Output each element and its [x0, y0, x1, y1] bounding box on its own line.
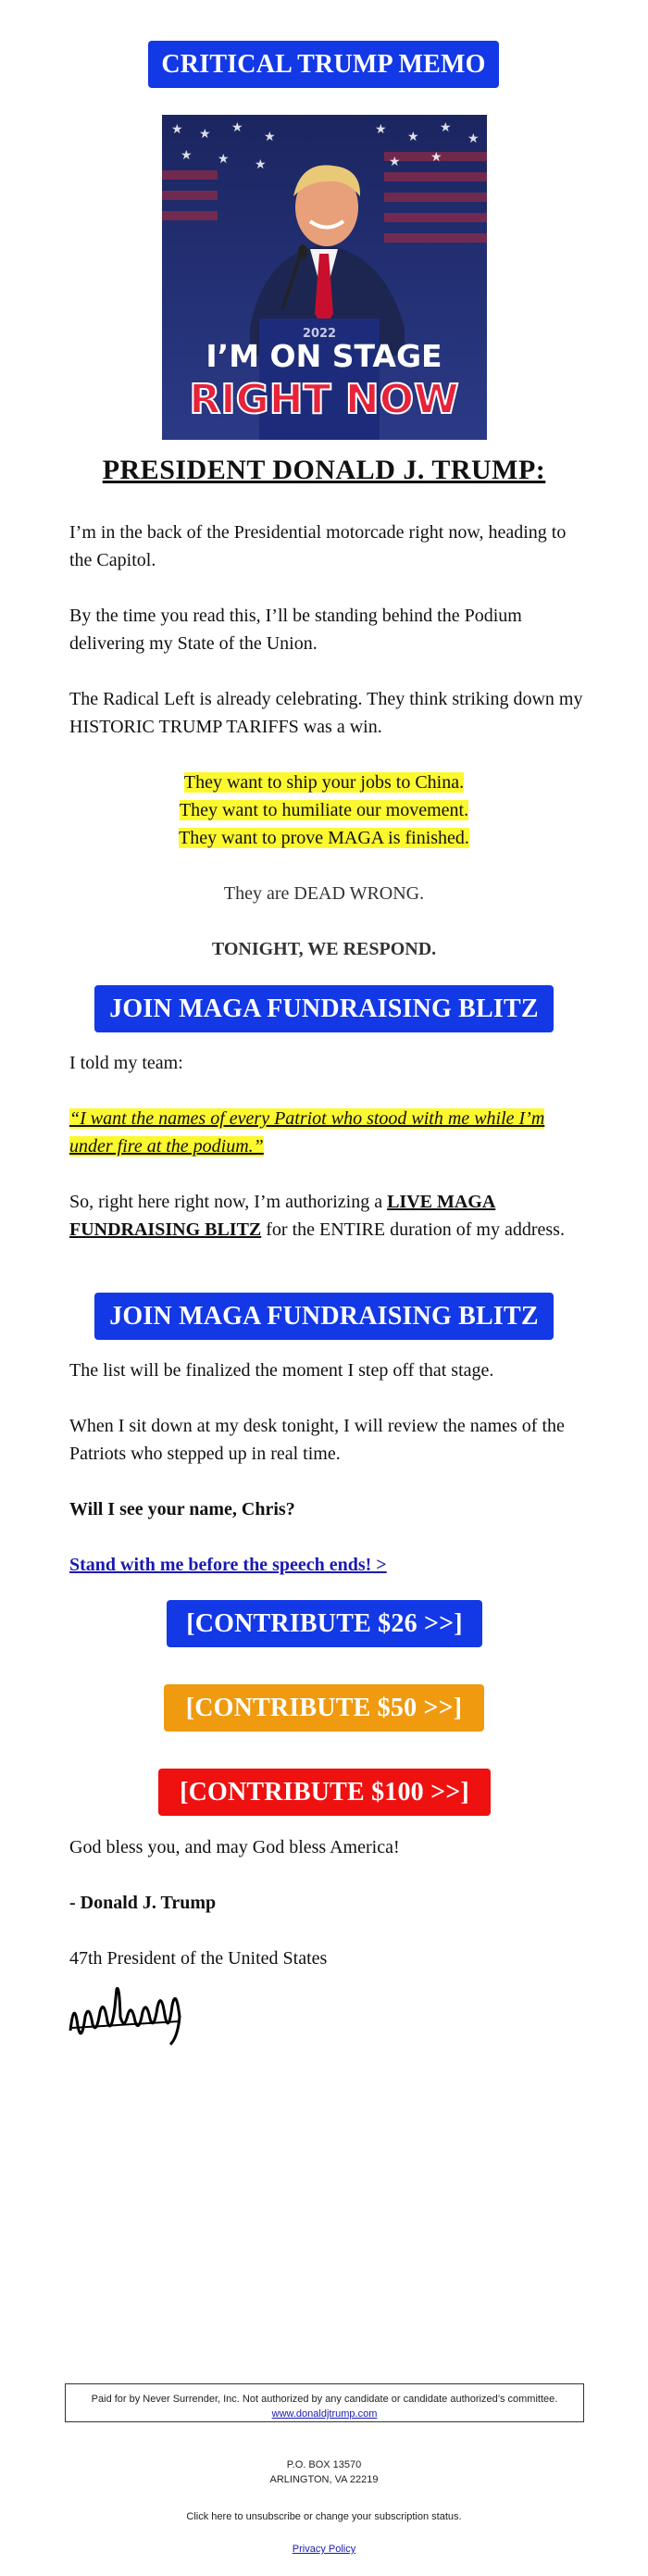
join-blitz-button-2[interactable]: JOIN MAGA FUNDRAISING BLITZ	[94, 1293, 554, 1340]
stand-with-me-line[interactable]	[69, 1551, 588, 1579]
website-link[interactable]: www.donaldjtrump.com	[271, 2408, 378, 2420]
contribute-50-button[interactable]: [CONTRIBUTE $50 >>]	[164, 1684, 484, 1732]
review-names-text: When I sit down at my desk tonight, I will review the names of the Patriots who stepped up in real time.	[69, 1416, 565, 1464]
told-team-text: I told my team:	[69, 1053, 183, 1073]
page-title: PRESIDENT DONALD J. TRUMP:	[102, 455, 546, 485]
svg-text:★: ★	[255, 157, 267, 172]
svg-text:★: ★	[375, 122, 387, 137]
signature-title: 47th President of the United States	[69, 1948, 328, 1969]
authorize-post: for the ENTIRE duration of my address.	[261, 1219, 565, 1240]
critical-memo-button[interactable]: CRITICAL TRUMP MEMO	[148, 41, 499, 88]
authorize-paragraph	[69, 1188, 588, 1244]
list-finalized-text: The list will be finalized the moment I step off that stage.	[69, 1360, 494, 1381]
respond-line: TONIGHT, WE RESPOND.	[211, 939, 437, 959]
signature-name: - Donald J. Trump	[69, 1893, 217, 1913]
highlight-line-1	[0, 769, 648, 796]
svg-text:★: ★	[171, 122, 183, 137]
privacy-policy-line[interactable]	[0, 2544, 648, 2555]
paid-for-text: Paid for by Never Surrender, Inc. Not authorized by any candidate or candidate authorized’s committee.	[91, 2394, 558, 2405]
svg-text:★: ★	[218, 152, 230, 167]
quote-text[interactable]	[69, 1105, 588, 1160]
signature-image	[69, 1980, 189, 2049]
hero-photo-graphic	[162, 115, 487, 440]
contribute-100-button[interactable]: [CONTRIBUTE $100 >>]	[158, 1769, 491, 1816]
svg-text:★: ★	[181, 148, 193, 163]
paid-for-disclaimer	[65, 2383, 584, 2422]
highlight-line-2	[0, 796, 648, 824]
dead-wrong-line: They are DEAD WRONG.	[223, 883, 425, 904]
svg-text:★: ★	[407, 130, 419, 144]
city-state: ARLINGTON, VA 22219	[269, 2474, 379, 2485]
hero-image[interactable]	[162, 115, 487, 440]
hero-text-line2: RIGHT NOW	[189, 376, 459, 423]
paragraph-podium: By the time you read this, I’ll be standing behind the Podium delivering my State of the Union.	[69, 606, 522, 654]
hero-text-line1: I’M ON STAGE	[206, 338, 442, 374]
god-bless-text: God bless you, and may God bless America!	[69, 1837, 400, 1857]
po-box: P.O. BOX 13570	[286, 2459, 362, 2470]
highlight-text-2: They want to humiliate our movement.	[179, 800, 469, 820]
contribute-26-button[interactable]: [CONTRIBUTE $26 >>]	[167, 1600, 482, 1647]
authorize-pre: So, right here right now, I’m authorizing a	[69, 1192, 388, 1212]
stand-with-me-link[interactable]: Stand with me before the speech ends! >	[69, 1555, 387, 1575]
unsubscribe-link[interactable]: Click here to unsubscribe or change your subscription status.	[186, 2511, 462, 2522]
paragraph-motorcade: I’m in the back of the Presidential motorcade right now, heading to the Capitol.	[69, 522, 567, 570]
see-your-name-text: Will I see your name, Chris?	[69, 1499, 295, 1519]
svg-text:★: ★	[264, 130, 276, 144]
svg-text:★: ★	[389, 155, 401, 169]
quote-highlight[interactable]: “I want the names of every Patriot who stood with me while I’m under fire at the podium.”	[69, 1108, 545, 1157]
svg-text:★: ★	[430, 150, 442, 165]
highlight-text-3: They want to prove MAGA is finished.	[179, 828, 469, 848]
svg-text:★: ★	[467, 131, 480, 146]
svg-text:★: ★	[231, 120, 243, 135]
highlight-text-1: They want to ship your jobs to China.	[183, 772, 465, 793]
highlight-line-3	[0, 824, 648, 852]
svg-text:★: ★	[199, 127, 211, 142]
paragraph-radical-left: The Radical Left is already celebrating. They think striking down my HISTORIC TRUMP TARIFFS was a win.	[69, 689, 583, 737]
live-blitz-link[interactable]: LIVE MAGA FUNDRAISING BLITZ	[69, 1192, 496, 1240]
join-blitz-button-1[interactable]: JOIN MAGA FUNDRAISING BLITZ	[94, 985, 554, 1032]
svg-text:★: ★	[440, 120, 452, 135]
privacy-policy-link[interactable]: Privacy Policy	[292, 2544, 356, 2555]
hero-podium-year: 2022	[302, 327, 337, 341]
